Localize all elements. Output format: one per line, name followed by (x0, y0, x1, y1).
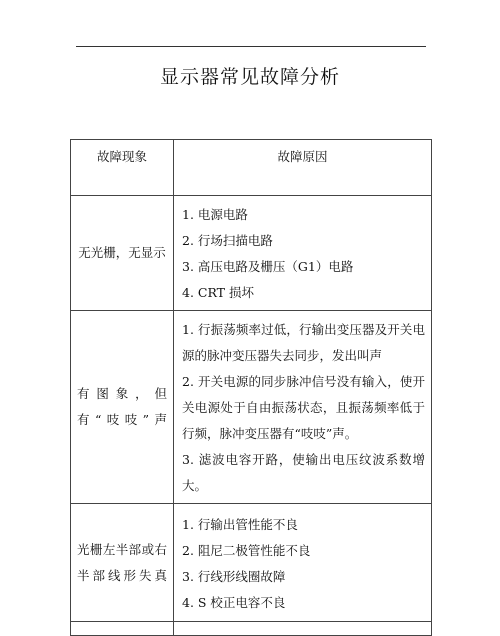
header-symptom: 故障现象 (71, 140, 174, 196)
table-row-partial (71, 622, 432, 636)
table-row (71, 504, 432, 622)
table-header-row (71, 140, 432, 196)
symptom-cell: 有图象，但有“吱吱”声 (71, 311, 174, 504)
document-title: 显示器常见故障分析 (159, 66, 340, 88)
fault-table (70, 139, 432, 636)
table-row (71, 311, 432, 504)
cause-item: 1. 电源电路 (182, 207, 248, 222)
cause-cell (174, 311, 432, 504)
cause-item: 3. 高压电路及栅压（G1）电路 (182, 259, 354, 274)
empty-cell (71, 622, 174, 636)
table-row (71, 196, 432, 311)
cause-item: 4. CRT 损坏 (182, 285, 254, 300)
symptom-cell: 光栅左半部或右半部线形失真 (71, 504, 174, 622)
empty-cell (174, 622, 432, 636)
cause-item: 1. 行输出管性能不良 (182, 516, 298, 532)
cause-cell (174, 504, 432, 622)
cause-cell (174, 196, 432, 311)
cause-item: 4. S 校正电容不良 (182, 594, 286, 610)
cause-item: 3. 行线形线圈故障 (182, 568, 286, 584)
header-cause: 故障原因 (174, 140, 432, 196)
cause-item: 2. 行场扫描电路 (182, 233, 273, 248)
cause-item: 2. 开关电源的同步脉冲信号没有输入，使开关电源处于自由振荡状态，且振荡频率低于行频，脉冲变压器有“吱吱”声。 (182, 374, 425, 441)
cause-item: 2. 阻尼二极管性能不良 (182, 542, 311, 558)
cause-item: 3. 滤波电容开路，使输出电压纹波系数增大。 (182, 452, 425, 493)
symptom-cell: 无光栅，无显示 (71, 196, 174, 311)
top-rule (76, 46, 426, 47)
cause-item: 1. 行振荡频率过低，行输出变压器及开关电源的脉冲变压器失去同步，发出叫声 (182, 322, 425, 363)
